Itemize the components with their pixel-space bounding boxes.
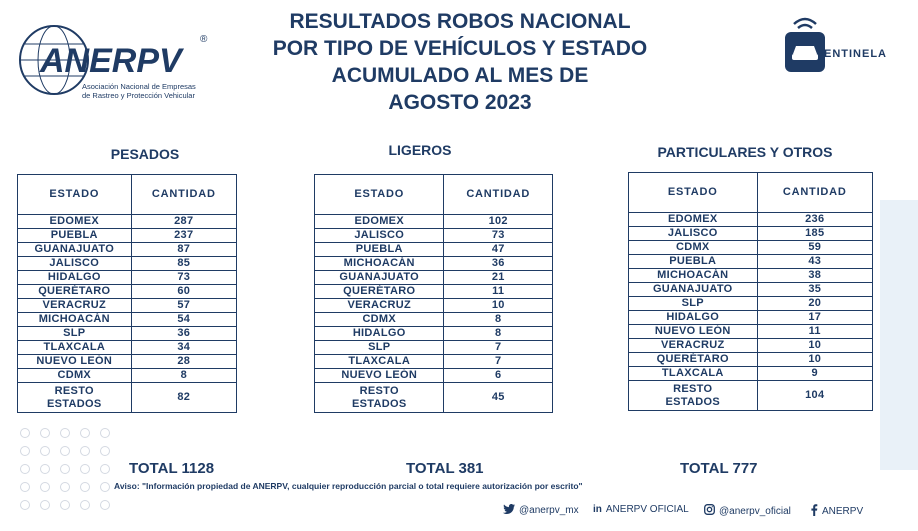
table-row [629,255,873,269]
estado-cell: JALISCO [18,257,132,271]
table-row [315,257,553,271]
table-row [629,227,873,241]
table-row [315,285,553,299]
estado-cell: PUEBLA [18,229,132,243]
cantidad-cell: 35 [757,283,873,297]
resto-line-1: RESTO [673,382,713,395]
particulares-table [628,172,873,411]
cantidad-cell: 237 [131,229,236,243]
table-row [18,257,237,271]
cantidad-cell-resto: 82 [131,383,236,413]
twitter-icon [503,504,515,517]
estado-cell: CDMX [315,313,444,327]
table-row [18,271,237,285]
title-line-2: POR TIPO DE VEHÍCULOS Y ESTADO [272,37,648,60]
table-row [629,241,873,255]
estado-cell: TLAXCALA [629,367,758,381]
table-row [629,339,873,353]
table-row [315,229,553,243]
cantidad-cell: 36 [131,327,236,341]
instagram-handle: @anerpv_oficial [719,505,791,517]
estado-cell: SLP [629,297,758,311]
cantidad-cell: 87 [131,243,236,257]
linkedin-icon: in [593,504,602,515]
cantidad-cell: 85 [131,257,236,271]
page-title [250,8,670,116]
table-row [629,367,873,381]
title-line-1: RESULTADOS ROBOS NACIONAL [289,10,631,33]
cantidad-cell: 47 [444,243,553,257]
registered-mark: ® [200,34,208,45]
title-line-4: AGOSTO 2023 [388,91,532,114]
estado-cell-resto [629,381,758,411]
cantidad-cell: 7 [444,355,553,369]
resto-line-2: ESTADOS [665,395,720,408]
table-header-row [315,175,553,215]
table-row [18,355,237,369]
estado-cell: EDOMEX [315,215,444,229]
table-row [315,215,553,229]
cantidad-cell: 185 [757,227,873,241]
estado-cell: TLAXCALA [18,341,132,355]
estado-cell: VERACRUZ [18,299,132,313]
sentinela-car-icon [780,14,830,72]
estado-cell: PUEBLA [629,255,758,269]
table-row-resto [315,383,553,413]
pesados-table [17,174,237,413]
estado-cell: GUANAJUATO [629,283,758,297]
table-row [315,327,553,341]
pesados-title: PESADOS [110,146,180,162]
cantidad-cell: 34 [131,341,236,355]
estado-cell: SLP [18,327,132,341]
resto-line-2: ESTADOS [352,397,407,410]
estado-cell: EDOMEX [629,213,758,227]
estado-cell: PUEBLA [315,243,444,257]
footer-facebook[interactable] [810,504,863,519]
table-row [18,229,237,243]
table-row [18,313,237,327]
twitter-handle: @anerpv_mx [519,505,579,516]
table-row [629,269,873,283]
table-row [629,283,873,297]
resto-line-1: RESTO [54,384,94,397]
table-row [18,215,237,229]
cantidad-cell-resto: 104 [757,381,873,411]
cantidad-cell: 28 [131,355,236,369]
footer-twitter[interactable] [503,504,579,517]
anerpv-logo [14,22,214,100]
cantidad-cell: 10 [757,339,873,353]
cantidad-cell: 11 [444,285,553,299]
estado-cell: NUEVO LEÓN [18,355,132,369]
table-row [315,271,553,285]
cantidad-cell: 7 [444,341,553,355]
table-row [629,213,873,227]
estado-cell: VERACRUZ [315,299,444,313]
estado-cell: HIDALGO [629,311,758,325]
footer-instagram[interactable] [704,504,791,518]
table-row [629,311,873,325]
table-row-resto [18,383,237,413]
table-row [18,243,237,257]
estado-cell: VERACRUZ [629,339,758,353]
estado-cell: MICHOACÁN [18,313,132,327]
estado-cell: SLP [315,341,444,355]
title-line-3: ACUMULADO AL MES DE [331,64,589,87]
cantidad-cell: 36 [444,257,553,271]
resto-line-2: ESTADOS [47,397,102,410]
particulares-title: PARTICULARES Y OTROS [657,144,833,160]
column-header-estado: ESTADO [629,173,758,213]
table-row [315,299,553,313]
cantidad-cell: 287 [131,215,236,229]
cantidad-cell: 236 [757,213,873,227]
estado-cell: GUANAJUATO [18,243,132,257]
cantidad-cell: 57 [131,299,236,313]
aviso-notice: Aviso: "Información propiedad de ANERPV, cualquier reproducción parcial o total requiere autorización por escrito" [114,481,583,491]
cantidad-cell: 6 [444,369,553,383]
table-header-row [18,175,237,215]
estado-cell: MICHOACÁN [315,257,444,271]
estado-cell: NUEVO LEÓN [629,325,758,339]
cantidad-cell: 10 [444,299,553,313]
cantidad-cell: 102 [444,215,553,229]
estado-cell-resto [18,383,132,413]
decorative-side-panel [880,200,918,470]
cantidad-cell: 8 [131,369,236,383]
estado-cell: JALISCO [629,227,758,241]
estado-cell: JALISCO [315,229,444,243]
table-row-resto [629,381,873,411]
footer-linkedin[interactable] [593,504,689,515]
estado-cell: HIDALGO [315,327,444,341]
anerpv-brand: ANERPV [40,42,182,80]
anerpv-subtitle-1: Asociación Nacional de Empresas [82,82,196,91]
cantidad-cell: 10 [757,353,873,367]
estado-cell: QUERÉTARO [18,285,132,299]
column-header-estado: ESTADO [18,175,132,215]
cantidad-cell: 9 [757,367,873,381]
estado-cell: QUERÉTARO [315,285,444,299]
cantidad-cell: 43 [757,255,873,269]
table-row [315,341,553,355]
table-row [18,299,237,313]
cantidad-cell: 73 [444,229,553,243]
cantidad-cell: 20 [757,297,873,311]
table-header-row [629,173,873,213]
table-row [18,369,237,383]
table-row [629,353,873,367]
estado-cell-resto [315,383,444,413]
estado-cell: GUANAJUATO [315,271,444,285]
table-row [629,297,873,311]
estado-cell: NUEVO LEÓN [315,369,444,383]
estado-cell: MICHOACÁN [629,269,758,283]
cantidad-cell: 59 [757,241,873,255]
instagram-icon [704,504,715,518]
table-row [629,325,873,339]
linkedin-handle: ANERPV OFICIAL [605,504,689,515]
table-row [18,327,237,341]
estado-cell: CDMX [629,241,758,255]
column-header-cantidad: CANTIDAD [131,175,236,215]
cantidad-cell: 11 [757,325,873,339]
estado-cell: CDMX [18,369,132,383]
particulares-total: TOTAL 777 [680,460,758,477]
table-row [315,313,553,327]
resto-line-1: RESTO [359,384,399,397]
facebook-icon [810,504,818,519]
cantidad-cell: 60 [131,285,236,299]
facebook-handle: ANERPV [822,506,864,517]
estado-cell: QUERÉTARO [629,353,758,367]
table-row [315,369,553,383]
cantidad-cell-resto: 45 [444,383,553,413]
pesados-total: TOTAL 1128 [129,460,215,477]
table-row [18,341,237,355]
column-header-cantidad: CANTIDAD [444,175,553,215]
anerpv-subtitle-2: de Rastreo y Protección Vehicular [82,91,195,100]
table-row [315,243,553,257]
cantidad-cell: 38 [757,269,873,283]
estado-cell: HIDALGO [18,271,132,285]
estado-cell: EDOMEX [18,215,132,229]
sentinela-logo [780,14,910,74]
ligeros-title: LIGEROS [388,142,452,158]
ligeros-table [314,174,553,413]
decorative-dots [20,428,130,528]
estado-cell: TLAXCALA [315,355,444,369]
cantidad-cell: 21 [444,271,553,285]
cantidad-cell: 73 [131,271,236,285]
sentinela-brand: ENTINELA [824,48,887,60]
cantidad-cell: 8 [444,327,553,341]
table-row [315,355,553,369]
column-header-estado: ESTADO [315,175,444,215]
column-header-cantidad: CANTIDAD [757,173,873,213]
ligeros-total: TOTAL 381 [406,460,484,477]
cantidad-cell: 54 [131,313,236,327]
cantidad-cell: 17 [757,311,873,325]
cantidad-cell: 8 [444,313,553,327]
table-row [18,285,237,299]
